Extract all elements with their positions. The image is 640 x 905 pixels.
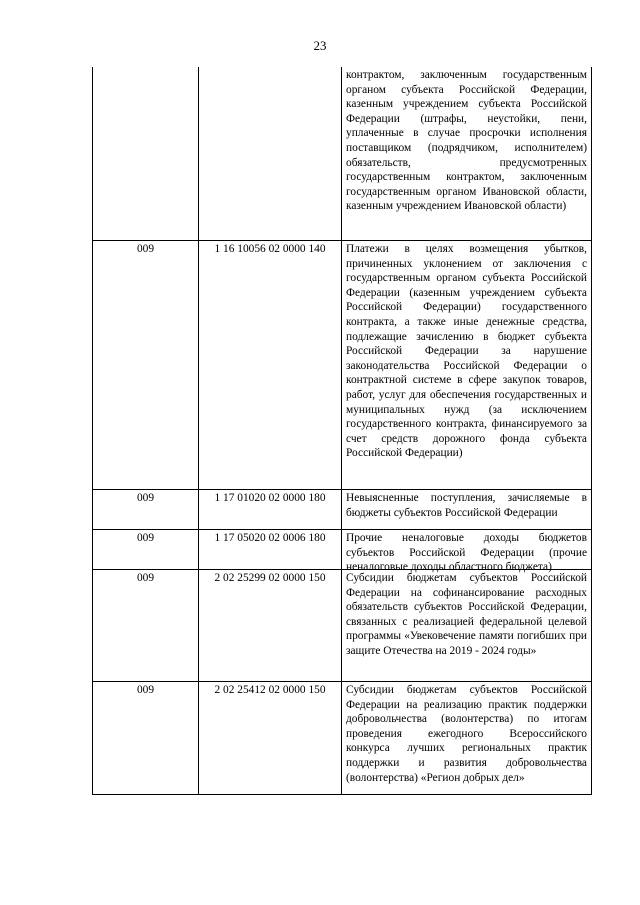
table-row (93, 490, 592, 530)
table-row (93, 67, 592, 241)
admin-code-cell: 009 (93, 682, 199, 795)
budget-code-cell: 1 17 01020 02 0000 180 (199, 490, 342, 530)
description-text: Субсидии бюджетам субъектов Российской Федерации на софинансирование расходных обязательств субъектов Российской Федерации, связанных с реализацией федеральной целевой программы «Увековечение памяти погибших при защите Отечества на 2019 - 2024 годы» (346, 572, 587, 657)
table-row (93, 530, 592, 570)
table-row (93, 241, 592, 490)
admin-code-cell: 009 (93, 570, 199, 682)
admin-code-cell (93, 67, 199, 241)
budget-code-cell: 1 17 05020 02 0006 180 (199, 530, 342, 570)
description-text: Невыясненные поступления, зачисляемые в бюджеты субъектов Российской Федерации (346, 492, 587, 519)
description-cell (342, 570, 592, 682)
description-cell (342, 530, 592, 574)
budget-code-cell: 2 02 25412 02 0000 150 (199, 682, 342, 795)
description-cell (342, 67, 592, 241)
revenue-codes-table (92, 67, 592, 795)
budget-code-cell: 2 02 25299 02 0000 150 (199, 570, 342, 682)
budget-code-cell (199, 67, 342, 241)
table-row (93, 570, 592, 682)
description-text: Платежи в целях возмещения убытков, причиненных уклонением от заключения с государственным органом субъекта Российской Федерации (казенным учреждением субъекта Российской Федерации) государственного контракта, а также иные денежные средства, подлежащие зачислению в бюджет субъекта Российской Федерации за нарушение законодательства Российской Федерации о контрактной системе в сфере закупок товаров, работ, услуг для обеспечения государственных и муниципальных нужд (за исключением государственного контракта, финансируемого за счет средств дорожного фонда субъекта Российской Федерации) (346, 243, 587, 460)
description-cell (342, 490, 592, 530)
admin-code-cell: 009 (93, 530, 199, 570)
table-row (93, 682, 592, 795)
description-text: Прочие неналоговые доходы бюджетов субъектов Российской Федерации (прочие неналоговые доходы областного бюджета) (346, 532, 587, 574)
admin-code-cell: 009 (93, 490, 199, 530)
description-cell (342, 682, 592, 795)
description-text: контрактом, заключенным государственным органом субъекта Российской Федерации, казенным учреждением субъекта Российской Федерации (штрафы, неустойки, пени, уплаченные в случае просрочки исполнения поставщиком (подрядчиком, исполнителем) обязательств, предусмотренных государственным контрактом, заключенным государственным органом Ивановской области, казенным учреждением Ивановской области) (346, 69, 587, 213)
budget-code-cell: 1 16 10056 02 0000 140 (199, 241, 342, 490)
admin-code-cell: 009 (93, 241, 199, 490)
description-cell (342, 241, 592, 490)
description-text: Субсидии бюджетам субъектов Российской Федерации на реализацию практик поддержки добровольчества (волонтерства) по итогам проведения ежегодного Всероссийского конкурса лучших региональных практик поддержки и развития добровольчества (волонтерства) «Регион добрых дел» (346, 684, 587, 784)
page-number: 23 (313, 38, 327, 53)
